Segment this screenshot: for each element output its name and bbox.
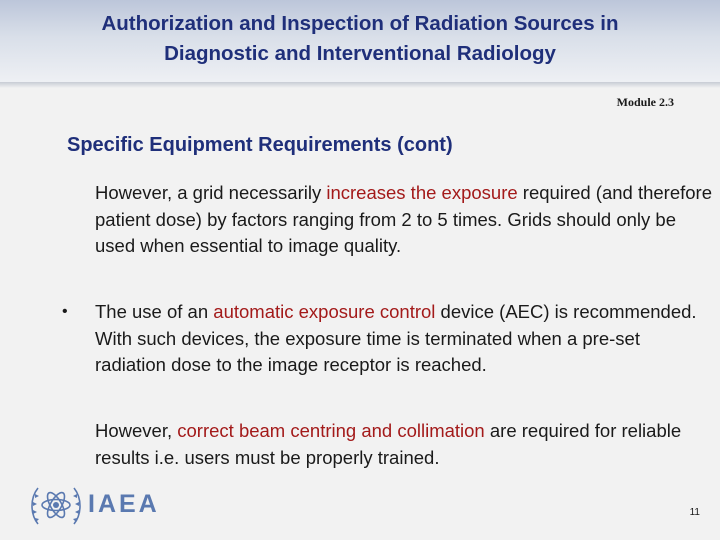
header-divider bbox=[0, 82, 720, 88]
title-line-2: Diagnostic and Interventional Radiology bbox=[164, 42, 556, 65]
para2-text-before: The use of an bbox=[95, 301, 214, 322]
iaea-emblem-icon bbox=[28, 480, 84, 530]
para3-highlight: correct beam centring and collimation bbox=[177, 420, 485, 441]
paragraph-grid-exposure bbox=[95, 180, 715, 260]
section-heading: Specific Equipment Requirements (cont) bbox=[67, 134, 453, 156]
title-line-1: Authorization and Inspection of Radiation Sources in bbox=[101, 12, 619, 35]
bullet-marker: • bbox=[62, 303, 68, 320]
iaea-logo-text: IAEA bbox=[88, 490, 160, 518]
module-label: Module 2.3 bbox=[616, 95, 674, 109]
para2-text-after: device (AEC) is recommended. With such devices, the exposure time is terminated when a pre-set radiation dose to the image receptor is reached. bbox=[95, 301, 697, 375]
paragraph-collimation bbox=[95, 418, 715, 471]
slide-title bbox=[20, 9, 700, 69]
para1-text-before: However, a grid necessarily bbox=[95, 182, 327, 203]
para2-highlight: automatic exposure control bbox=[213, 301, 436, 322]
para1-text-after: required (and therefore patient dose) by factors ranging from 2 to 5 times. Grids should only be used when essential to image quality. bbox=[95, 182, 713, 256]
paragraph-aec bbox=[95, 299, 715, 379]
para3-text-before: However, bbox=[95, 420, 178, 441]
page-number: 11 bbox=[689, 507, 700, 518]
para3-text-after: are required for reliable results i.e. users must be properly trained. bbox=[95, 420, 682, 468]
para1-highlight: increases the exposure bbox=[326, 182, 518, 203]
